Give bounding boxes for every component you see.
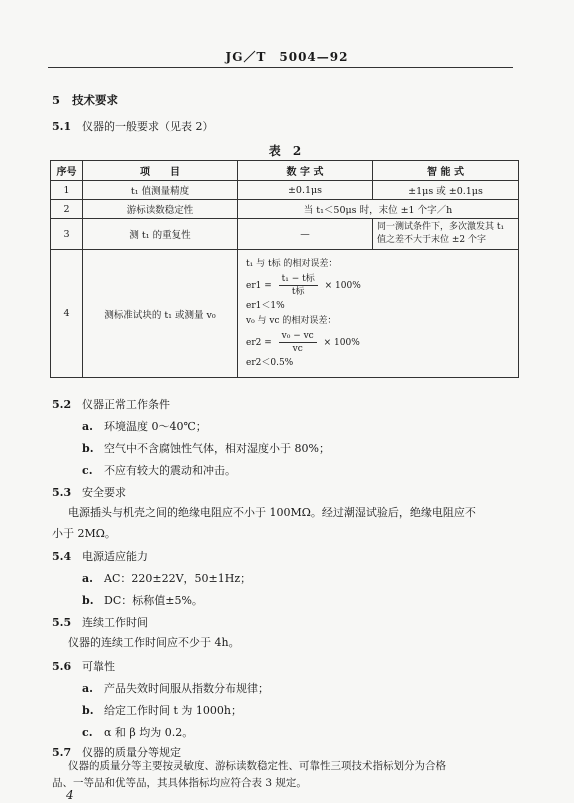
subsection-title: 仪器的质量分等规定	[82, 746, 181, 759]
cell-item: 测标准试块的 t₁ 或测量 v₀	[83, 250, 238, 378]
list-text: 产品失效时间服从指数分布规律；	[104, 682, 269, 695]
page-number: 4	[66, 788, 74, 802]
list-item	[82, 592, 203, 608]
list-label: a.	[82, 572, 93, 585]
subsection-number: 5.1	[52, 120, 72, 133]
list-label: b.	[82, 442, 94, 455]
list-text: AC：220±22V，50±1Hz；	[104, 572, 252, 585]
table-row	[51, 200, 519, 219]
list-item	[82, 418, 207, 434]
list-item	[82, 680, 269, 696]
list-label: a.	[82, 420, 93, 433]
list-label: c.	[82, 464, 93, 477]
subsection-number: 5.7	[52, 746, 72, 759]
formula2-lhs: er2 =	[246, 337, 272, 348]
formula2-limit: er2＜0.5%	[246, 357, 294, 368]
list-label: c.	[82, 726, 93, 739]
list-text: α 和 β 均为 0.2。	[104, 726, 194, 739]
cell-smart: 同一测试条件下，多次激发其 t₁ 值之差不大于末位 ±2 个字	[373, 219, 519, 250]
paragraph-line: 品、一等品和优等品，其具体指标均应符合表 3 规定。	[52, 777, 307, 789]
section-5-3-heading	[52, 484, 126, 500]
paragraph-line: 小于 2MΩ。	[52, 527, 116, 540]
subsection-title: 仪器的一般要求（见表 2）	[82, 120, 214, 133]
cell-item: 测 t₁ 的重复性	[83, 219, 238, 250]
paragraph-line: 电源插头与机壳之间的绝缘电阻应不小于 100MΩ。经过潮湿试验后，绝缘电阻应不	[68, 506, 476, 519]
cell-item: t₁ 值测量精度	[83, 181, 238, 200]
header-rule	[48, 67, 513, 68]
subsection-number: 5.6	[52, 660, 72, 673]
section-title: 技术要求	[72, 93, 119, 107]
list-item	[82, 724, 193, 740]
formula1-lhs: er1 =	[246, 280, 272, 291]
cell-no: 3	[51, 219, 83, 250]
list-text: 给定工作时间 t 为 1000h；	[104, 704, 242, 717]
cell-smart: ±1μs 或 ±0.1μs	[373, 181, 519, 200]
list-text: DC：标称值±5%。	[104, 594, 203, 607]
cell-merged-requirement: 当 t₁＜50μs 时，末位 ±1 个字／h	[238, 200, 519, 219]
cell-formula-block	[238, 250, 519, 378]
spec-table	[50, 160, 519, 378]
page-header: JG／T 5004—92	[225, 50, 349, 64]
list-item	[82, 462, 236, 478]
formula1-limit: er1＜1%	[246, 300, 285, 311]
cell-item: 游标读数稳定性	[83, 200, 238, 219]
section-5-1-heading	[52, 118, 214, 134]
formula2-denominator: vc	[292, 343, 303, 354]
subsection-title: 仪器正常工作条件	[82, 398, 170, 411]
formula1-intro: t₁ 与 t标 的相对误差：	[246, 258, 338, 269]
table-header-row	[51, 161, 519, 181]
paragraph-line: 仪器的质量分等主要按灵敏度、游标读数稳定性、可靠性三项技术指标划分为合格	[68, 760, 446, 772]
formula1-rhs: × 100%	[324, 280, 361, 291]
section-5-6-heading	[52, 658, 115, 674]
list-text: 环境温度 0～40℃；	[104, 420, 207, 433]
formula1-numerator: t₁ − t标	[279, 273, 318, 286]
section-5-4-heading	[52, 548, 148, 564]
cell-no: 1	[51, 181, 83, 200]
list-item	[82, 702, 242, 718]
list-item	[82, 570, 251, 586]
col-header-digital: 数 字 式	[238, 161, 373, 181]
subsection-number: 5.3	[52, 486, 72, 499]
table-row	[51, 181, 519, 200]
section-5-2-heading	[52, 396, 170, 412]
col-header-item: 项 目	[83, 161, 238, 181]
formula2-intro: v₀ 与 vc 的相对误差：	[246, 315, 337, 326]
cell-digital: ±0.1μs	[238, 181, 373, 200]
formula1-fraction	[279, 273, 318, 298]
list-label: a.	[82, 682, 93, 695]
subsection-title: 可靠性	[82, 660, 115, 673]
list-label: b.	[82, 704, 94, 717]
table-caption: 表 2	[268, 144, 306, 158]
section-5-5-heading	[52, 614, 148, 630]
formula1-denominator: t标	[291, 286, 305, 297]
paragraph-line: 仪器的连续工作时间应不少于 4h。	[68, 636, 240, 649]
list-label: b.	[82, 594, 94, 607]
formula2-numerator: v₀ − vc	[279, 330, 317, 343]
formula2-rhs: × 100%	[323, 337, 360, 348]
section-number: 5	[52, 93, 61, 107]
cell-digital: —	[238, 219, 373, 250]
subsection-number: 5.5	[52, 616, 72, 629]
formula2	[246, 330, 514, 355]
list-text: 不应有较大的震动和冲击。	[104, 464, 236, 477]
list-item	[82, 440, 330, 456]
formula1	[246, 273, 514, 298]
subsection-number: 5.2	[52, 398, 72, 411]
table-row	[51, 250, 519, 378]
subsection-title: 连续工作时间	[82, 616, 148, 629]
subsection-title: 电源适应能力	[82, 550, 148, 563]
table-row	[51, 219, 519, 250]
list-text: 空气中不含腐蚀性气体，相对湿度小于 80%；	[104, 442, 330, 455]
cell-no: 2	[51, 200, 83, 219]
subsection-number: 5.4	[52, 550, 72, 563]
cell-no: 4	[51, 250, 83, 378]
col-header-smart: 智 能 式	[373, 161, 519, 181]
subsection-title: 安全要求	[82, 486, 126, 499]
formula2-fraction	[279, 330, 317, 355]
col-header-no: 序号	[51, 161, 83, 181]
section-5-heading	[52, 92, 118, 108]
